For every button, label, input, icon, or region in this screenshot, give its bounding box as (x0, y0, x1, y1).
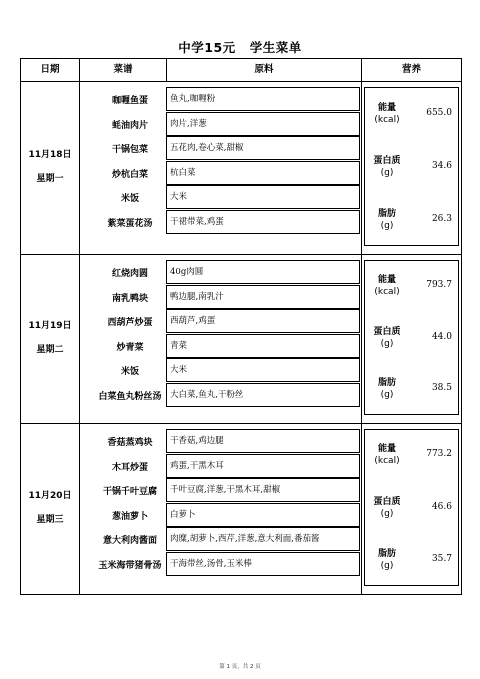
nutrition-value: 35.7 (431, 553, 452, 564)
day-divider (21, 423, 461, 424)
title-school: 中学15元 (178, 40, 236, 55)
nutrition-unit: (kcal) (374, 456, 400, 467)
dish-name: 干锅包菜 (111, 145, 148, 155)
dish-name: 木耳炒蛋 (111, 462, 148, 473)
nutrition-unit: (kcal) (374, 286, 400, 297)
nutrition-name: 脂肪 (377, 548, 396, 559)
nutrition-box (364, 429, 459, 586)
nutrition-label (367, 155, 407, 179)
nutrition-value: 34.6 (431, 160, 452, 171)
nutrition-value: 26.3 (431, 213, 452, 224)
nutrition-unit: (kcal) (374, 114, 400, 125)
day-divider (21, 254, 461, 255)
dish-ingredients: 鸭边腿,南乳汁 (166, 285, 360, 309)
header-nutrition: 营养 (401, 64, 421, 75)
nutrition-name: 脂肪 (377, 208, 396, 219)
day-weekday: 星期三 (36, 514, 64, 525)
dish-ingredients: 五花肉,卷心菜,甜椒 (166, 136, 360, 160)
dish-name: 米饭 (120, 194, 139, 204)
dish-ingredients: 白萝卜 (166, 503, 360, 527)
dish-name: 玉米海带猪骨汤 (98, 560, 162, 571)
nutrition-value: 655.0 (426, 107, 452, 118)
dish-ingredients: 大米 (166, 358, 360, 382)
nutrition-name: 能量 (377, 102, 396, 113)
divider-nutrition (361, 59, 362, 594)
dish-ingredients: 40g肉圆 (166, 260, 360, 284)
nutrition-name: 蛋白质 (373, 326, 401, 337)
nutrition-unit: (g) (380, 338, 394, 349)
dish-ingredients: 干裙带菜,鸡蛋 (166, 210, 360, 234)
dish-ingredients: 大白菜,鱼丸,干粉丝 (166, 383, 360, 407)
day-cell (21, 314, 79, 362)
nutrition-label (367, 548, 407, 572)
nutrition-label (367, 274, 407, 298)
dish-name: 南乳鸭块 (111, 293, 148, 304)
nutrition-unit: (g) (380, 508, 394, 519)
nutrition-value: 793.7 (426, 279, 452, 290)
nutrition-label (367, 326, 407, 350)
dish-name: 紫菜蛋花汤 (107, 218, 153, 229)
dish-ingredients: 鸡蛋,干黑木耳 (166, 454, 360, 478)
nutrition-name: 能量 (377, 444, 396, 455)
dish-name: 红烧肉圆 (111, 269, 148, 279)
day-date: 11月20日 (28, 490, 72, 501)
dish-name: 干锅千叶豆腐 (102, 487, 157, 497)
nutrition-unit: (g) (380, 560, 394, 571)
dish-ingredients: 鱼丸,咖喱粉 (166, 87, 360, 111)
dish-ingredients: 肉糜,胡萝卜,西芹,洋葱,意大利面,番茄酱 (166, 527, 360, 551)
dish-ingredients: 干海带丝,汤骨,玉米棒 (166, 552, 360, 576)
day-date: 11月19日 (28, 320, 72, 331)
header-ingredients: 原料 (254, 64, 274, 75)
day-weekday: 星期二 (36, 344, 64, 355)
nutrition-box (364, 260, 459, 415)
dish-ingredients: 杭白菜 (166, 161, 360, 185)
nutrition-label (367, 102, 407, 126)
nutrition-label (367, 443, 407, 467)
nutrition-value: 46.6 (431, 501, 452, 512)
nutrition-value: 44.0 (431, 331, 452, 342)
dish-ingredients: 青菜 (166, 334, 360, 358)
dish-name: 葱油萝卜 (111, 511, 148, 522)
dish-name: 意大利肉酱面 (102, 536, 157, 546)
dish-name: 炒杭白菜 (111, 169, 148, 180)
nutrition-value: 773.2 (426, 449, 452, 460)
dish-name: 咖喱鱼蛋 (111, 96, 148, 106)
nutrition-name: 蛋白质 (373, 155, 401, 166)
dish-ingredients: 大米 (166, 185, 360, 209)
dish-name: 西葫芦炒蛋 (107, 318, 153, 328)
title-menu: 学生菜单 (249, 40, 302, 55)
nutrition-name: 蛋白质 (373, 496, 401, 507)
dish-ingredients: 干香菇,鸡边腿 (166, 429, 360, 453)
nutrition-unit: (g) (380, 390, 394, 401)
dish-ingredients: 西葫芦,鸡蛋 (166, 309, 360, 333)
nutrition-label (367, 208, 407, 232)
menu-table (20, 58, 462, 595)
nutrition-unit: (g) (380, 220, 394, 231)
nutrition-unit: (g) (380, 167, 394, 178)
day-cell (21, 143, 79, 191)
nutrition-label (367, 496, 407, 520)
page-title (0, 38, 480, 56)
header-recipe: 菜谱 (113, 64, 133, 75)
nutrition-name: 脂肪 (377, 378, 396, 389)
day-cell (21, 484, 79, 532)
day-weekday: 星期一 (36, 173, 64, 184)
dish-name: 炒青菜 (116, 342, 144, 353)
nutrition-label (367, 377, 407, 401)
dish-name: 白菜鱼丸粉丝汤 (98, 391, 162, 402)
divider-recipe (166, 59, 167, 81)
dish-ingredients: 肉片,洋葱 (166, 112, 360, 136)
dish-name: 米饭 (120, 367, 139, 377)
day-date: 11月18日 (28, 149, 72, 160)
nutrition-box (364, 87, 459, 246)
dish-name: 蚝油肉片 (111, 120, 148, 131)
page-footer: 第 1 页，共 2 页 (219, 664, 261, 670)
nutrition-value: 38.5 (431, 383, 452, 394)
dish-ingredients: 千叶豆腐,洋葱,干黑木耳,甜椒 (166, 478, 360, 502)
divider-header (21, 81, 461, 82)
nutrition-name: 能量 (377, 274, 396, 285)
dish-name: 香菇蒸鸡块 (107, 438, 153, 448)
header-date: 日期 (40, 64, 60, 75)
